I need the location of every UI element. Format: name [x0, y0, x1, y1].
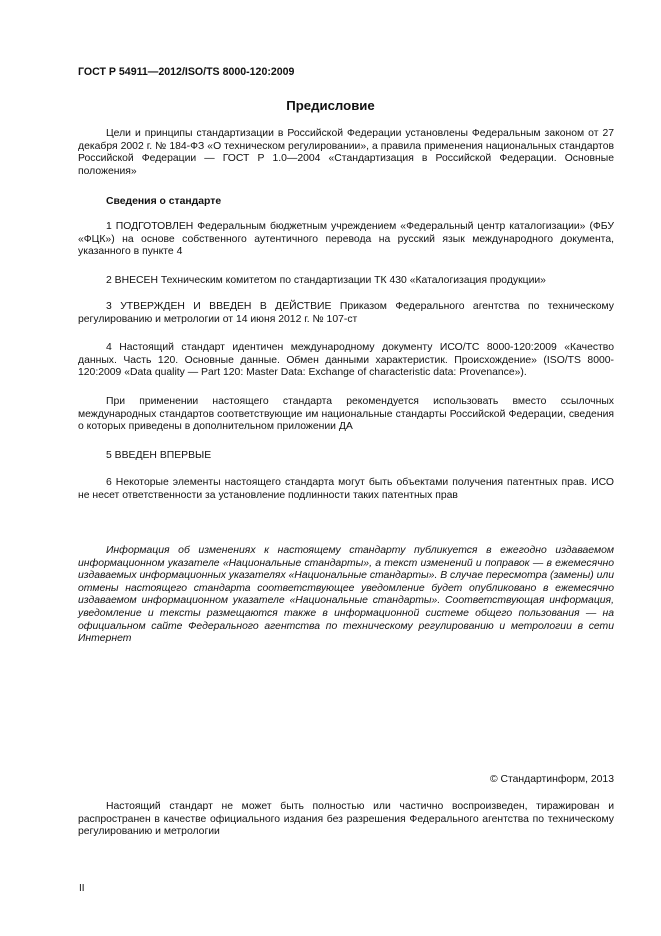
standard-header: ГОСТ Р 54911—2012/ISO/TS 8000-120:2009: [78, 66, 295, 78]
copyright: © Стандартинформ, 2013: [489, 774, 614, 785]
info-item-5: 5 ВВЕДЕН ВПЕРВЫЕ: [106, 450, 212, 461]
info-item-4: 4 Настоящий стандарт идентичен международному документу ИСО/ТС 8000-120:2009 «Качество данных. Часть 120. Основные данные. Обмен данными характеристик. Происхождение» (ISO/TS 8000-120:2009 «Data quality — Part 120: Master Data: Exchange of characteristic data: Provenance»).: [78, 342, 614, 379]
info-item-2: 2 ВНЕСЕН Техническим комитетом по стандартизации ТК 430 «Каталогизация продукции»: [106, 275, 546, 286]
info-heading: Сведения о стандарте: [106, 196, 222, 207]
page-title: Предисловие: [286, 98, 375, 113]
info-item-3: 3 УТВЕРЖДЕН И ВВЕДЕН В ДЕЙСТВИЕ Приказом Федерального агентства по техническому регулированию и метрологии от 14 июня 2012 г. № 107-ст: [78, 301, 614, 325]
preface-intro: Цели и принципы стандартизации в Российской Федерации установлены Федеральным законом от 27 декабря 2002 г. № 184-ФЗ «О техническом регулировании», а правила применения национальных стандартов Российской Федерации — ГОСТ Р 1.0—2004 «Стандартизация в Российской Федерации. Основные положения»: [78, 128, 614, 177]
reproduction-notice: Настоящий стандарт не может быть полностью или частично воспроизведен, тиражирован и распространен в качестве официального издания без разрешения Федерального агентства по техническому регулированию и метрологии: [78, 801, 614, 838]
info-item-6: 6 Некоторые элементы настоящего стандарта могут быть объектами получения патентных прав. ИСО не несет ответственности за установление подлинности таких патентных прав: [78, 477, 614, 501]
page-number: II: [79, 883, 85, 894]
info-item-4-note: При применении настоящего стандарта рекомендуется использовать вместо ссылочных международных стандартов соответствующие им национальные стандарты Российской Федерации, сведения о которых приведены в дополнительном приложении ДА: [78, 396, 614, 433]
info-item-1: 1 ПОДГОТОВЛЕН Федеральным бюджетным учреждением «Федеральный центр каталогизации» (ФБУ «ФЦК») на основе собственного аутентичного перевода на русский язык международного документа, указанного в пункте 4: [78, 221, 614, 258]
amendments-notice: Информация об изменениях к настоящему стандарту публикуется в ежегодно издаваемом информационном указателе «Национальные стандарты», а текст изменений и поправок — в ежемесячно издаваемых информационных указателях «Национальные стандарты». В случае пересмотра (замены) или отмены настоящего стандарта соответствующее уведомление будет опубликовано в ежемесячно издаваемом информационном указателе «Национальные стандарты». Соответствующая информация, уведомление и тексты размещаются также в информационной системе общего пользования — на официальном сайте Федерального агентства по техническому регулированию и метрологии в сети Интернет: [78, 545, 614, 645]
